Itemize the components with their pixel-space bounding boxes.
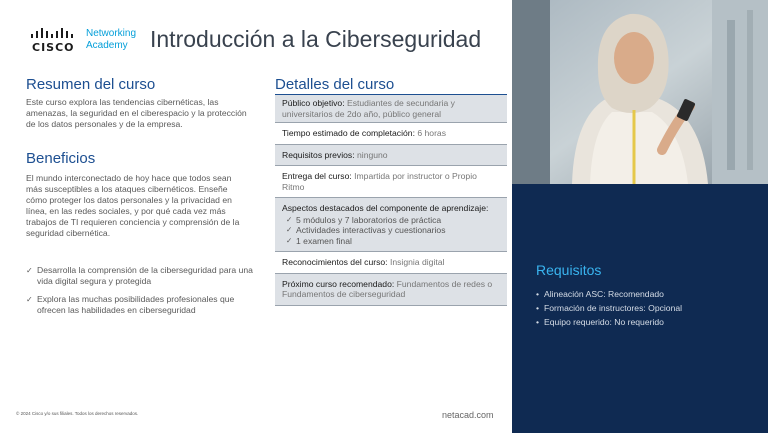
detail-row-time <box>275 123 507 145</box>
copyright-text: © 2024 Cisco y/o sus filiales. Todos los derechos reservados. <box>16 411 139 416</box>
highlights-list <box>282 215 500 247</box>
page-title: Introducción a la Ciberseguridad <box>150 26 482 52</box>
benefits-text: El mundo interconectado de hoy hace que todos sean más susceptibles a los ataques cibernéticos. Enseñe cómo proteger los datos personales y la privacidad en línea, en las redes sociales, y por qué cada vez más trabajos de TI requieren conciencia y comprensión de la seguridad cibernética. <box>26 173 240 238</box>
networking-academy-text <box>86 28 136 52</box>
logo-line-1: Networking <box>86 28 137 39</box>
highlight-item: ✓ Actividades interactivas y cuestionarios <box>282 225 500 236</box>
summary-heading: Resumen del curso <box>26 76 156 93</box>
benefit-item: ✓ Explora las muchas posibilidades profesionales que ofrecen las habilidades en ciberseguridad <box>26 294 254 316</box>
detail-label: Entrega del curso: <box>282 171 352 181</box>
detail-row-recognition <box>275 252 507 274</box>
detail-value: Impartida por instructor o Propio Ritmo <box>282 171 477 192</box>
detail-label: Tiempo estimado de completación: <box>282 128 415 138</box>
logo-line-2: Academy <box>86 40 128 51</box>
requirement-item: • Equipo requerido: No requerido <box>536 315 682 329</box>
requirements-list <box>536 287 682 329</box>
details-table <box>275 95 507 306</box>
detail-value: Fundamentos de redes o Fundamentos de ciberseguridad <box>282 278 493 299</box>
cisco-networking-academy-logo <box>30 27 140 57</box>
cisco-bars-icon <box>30 27 80 41</box>
benefits-heading: Beneficios <box>26 150 96 167</box>
details-heading: Detalles del curso <box>275 76 395 93</box>
detail-label: Requisitos previos: <box>282 149 355 160</box>
detail-value: Estudiantes de secundaria y universitarios de 2do año, público general <box>282 98 455 119</box>
woman-with-phone-illustration <box>512 0 768 184</box>
benefits-list <box>26 265 254 323</box>
detail-label: Próximo curso recomendado: <box>282 278 395 289</box>
detail-label: Público objetivo: <box>282 98 345 108</box>
detail-row-delivery <box>275 166 507 198</box>
detail-label: Reconocimientos del curso: <box>282 257 388 267</box>
detail-value: 6 horas <box>417 128 447 138</box>
detail-row-next-course <box>275 274 507 306</box>
detail-value: Insignia digital <box>389 257 445 267</box>
requirement-item: • Alineación ASC: Recomendado <box>536 287 682 301</box>
site-url: netacad.com <box>442 410 494 420</box>
detail-row-audience <box>275 95 507 123</box>
requirements-panel <box>512 184 768 433</box>
summary-text: Este curso explora las tendencias cibernéticas, las amenazas, la seguridad en el ciberespacio y la protección de los datos personales y de la empresa. <box>26 97 247 129</box>
requirement-item: • Formación de instructores: Opcional <box>536 301 682 315</box>
requirements-heading: Requisitos <box>536 262 602 278</box>
benefit-item: ✓ Desarrolla la comprensión de la ciberseguridad para una vida digital segura y protegida <box>26 265 254 287</box>
detail-label: Aspectos destacados del componente de aprendizaje: <box>282 203 489 213</box>
detail-row-highlights <box>275 198 507 252</box>
detail-row-prereq <box>275 145 507 167</box>
detail-value: ninguno <box>357 149 388 160</box>
cisco-wordmark: CISCO <box>32 41 75 54</box>
highlight-item: ✓ 5 módulos y 7 laboratorios de práctica <box>282 215 500 226</box>
highlight-item: ✓ 1 examen final <box>282 236 500 247</box>
hero-photo <box>512 0 768 184</box>
